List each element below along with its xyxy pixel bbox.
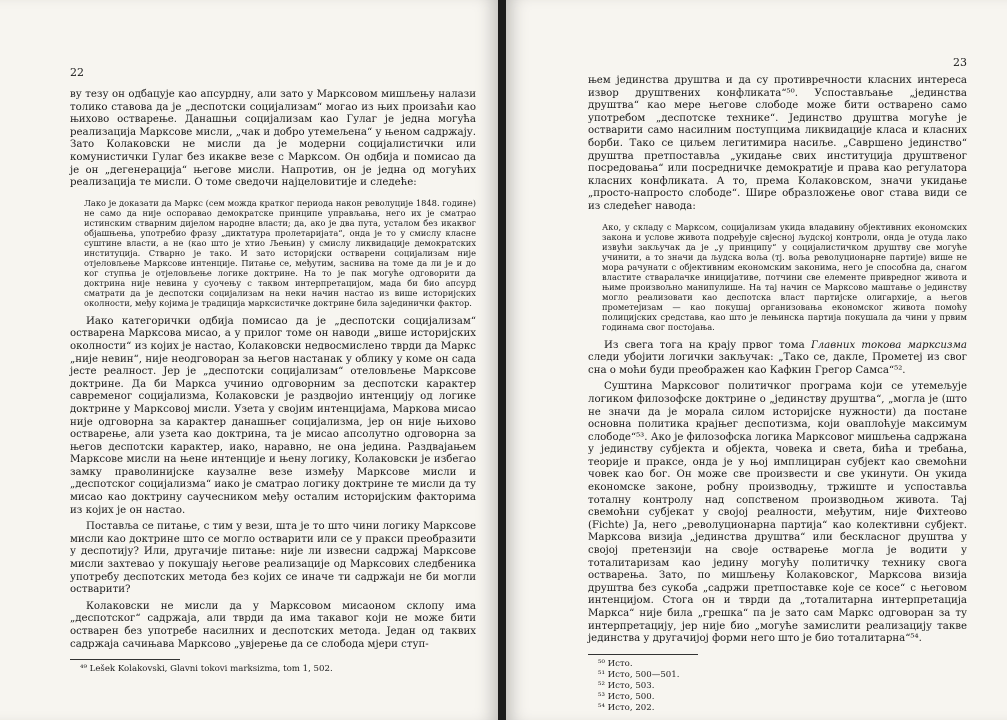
- paragraph: Иако категорички одбија помисао да је „деспотски социјализам“ остварена Марксова мисао, а у прилог томе он наводи „више историјских околности“ из којих је настао, Колаковски недвосмислено тврди да Маркс „није невин“, није неодговоран за његов настанак у облику у коме он сада јесте реалност. Јер је „деспотски социјализам“ отеловљење Марксове доктрине. Да би Маркса учинио одговорним за деспотски карактер савременог социјализма, Колаковски је раздвојио интенцију од логике доктрине у Марксовој мисли. Узета у својим интенцијама, Маркова мисао није одговорна за карактер данашњег социјализма, јер он није њихово остварење, али узета као доктрина, та је мисао апсолутно одговорна за његов деспотски карактер, иако, наравно, не она једина. Раздвајањем Марксове мисли на њене интенције и њену логику, Колаковски је избегао замку праволинијске каузалне везе између Марксове мисли и „деспотског социјализма“ иако је сматрао логику доктрине те мисли да ту мисао као доктрину саучесником међу осталим историјским факторима из којих је он настао.: [70, 315, 476, 516]
- footnote: ⁵⁴ Исто, 202.: [598, 702, 655, 713]
- right-page: [506, 0, 1007, 720]
- footnote: ⁵³ Исто, 500.: [598, 691, 655, 702]
- block-quote: [602, 222, 967, 332]
- footnote: ⁴⁹ Lešek Kolakovski, Glavni tokovi marksizma, tom 1, 502.: [80, 664, 333, 675]
- text-run: Из свега тога на крају првог тома: [604, 339, 811, 351]
- page-number: 22: [70, 66, 84, 79]
- footnote: ⁵² Исто, 503.: [598, 680, 655, 691]
- footnote-rule: [588, 654, 698, 655]
- text-run: следи убојити логички закључак: „Тако се, дакле, Прометеј из свог сна о моћи буди преображен као Кафкин Грегор Самса“⁵².: [588, 352, 967, 376]
- paragraph: Поставља се питање, с тим у вези, шта је то што чини логику Марксове мисли као доктрине што се могло остварити или се у пракси преобразити у деспотију? Или, другачије питање: није ли извесни садржај Марксове мисли захтевао у покушају његове реализације од Марксових следбеника употребу деспотских метода без којих се иначе ти садржаји не би могли остварити?: [70, 521, 476, 596]
- block-quote: [84, 198, 476, 308]
- book-title: Главних токова марксизма: [810, 339, 968, 351]
- book-gutter: [498, 0, 506, 720]
- quote-text: Ако, у складу с Марксом, социјализам укида владавину објективних економских закона и услове живота подређује свјесној људској контроли, онда је отуда лако извући закључак да је „у принципу“ у социјалистичком друштву све могуће учинити, а то значи да људска воља (тј. воља револуционарне партије) више не мора рачунати с објективним економским законима, него је способна да, снагом властите стваралачке иницијативе, потчини све елементе привредног живота и њиме произвољно манипулише. На тај начин се Марксово маштање о јединству могло реализовати као деспотска власт партијске олигархије, а његов прометејизам — као покушај организовања економског живота помоћу полицијских средстава, као што је лењинска партија покушала да чини у првим годинама свог постојања.: [602, 221, 967, 332]
- paragraph: Суштина Марксовог политичког програма који се утемељује логиком филозофске доктрине о „јединству друштва“, „могла је (што не значи да је морала силом историјске нужности) да постане основна политика крајњег деспотизма, који оваплоћује максимум слободе“⁵³. Ако је филозофска логика Марксовог мишљења садржана у јединству субјекта и објекта, човека и света, бића и требања, теорије и праксе, онда је у њој имплициран субјект као свемоћни човек као бог. Он може све произвести и све укинути. Он укида економске законе, робну производњу, тржиште и успоставља тоталну контролу над сопственом производњом живота. Тај свемоћни субјекат у својој реалности, међутим, није Фихтеово (Fichte) Ја, него „револуционарна партија“ као колективни субјект. Марксова визија „јединства друштва“ или бескласног друштва у својој претензији на своје остварење могла је водити у тоталитаризам као једину могућу политичку технику свога остварења. Зато, по мишљењу Колаковског, Марксова визија друштва без сукоба „садржи претпоставке које се косе“ с његовом интенцијом. Стога он и тврди да „тоталитарна интерпретација Маркса“ није била „грешка“ па је зато сам Маркс одговоран за ту интерпретацију, јер није био „могуће замислити реализацију такве јединства у другачијој форми него што је био тоталитарна“⁵⁴.: [588, 381, 967, 645]
- quote-text: Лако је доказати да Маркс (сем можда кратког периода након револуције 1848. године) не само да није оспоравао демократске принципе управљања, него их је сматрао истинским стварним дијелом народне власти; да, ако је два пута, усталом без икаквог објашњења, употребио фразу „диктатура пролетаријата“, онда је то у смислу класне суштине власти, а не (као што је хтио Љењин) у смислу ликвидације демократских институција. Стварно је тако. И зато историјски остварени социјализам није отјеловљење Марксове интенције. Питање се, међутим, заснива на томе да ли је и до ког ступња је отјеловљење логике доктрине. На то је пак могуће одговорити да доктрина није невина у суочењу с таквом интерпретацијом, мада би био апсурд сматрати да је деспотски социјализам на неки начин настао из више историјских околности, међу којима је традиција марксистичке доктрине била зајединички фактор.: [84, 197, 476, 308]
- footnote: ⁵⁰ Исто.: [598, 658, 633, 669]
- left-page: [0, 0, 498, 720]
- paragraph: [588, 340, 967, 378]
- page-number: 23: [953, 56, 967, 69]
- footnote: ⁵¹ Исто, 500—501.: [598, 669, 680, 680]
- footnote-rule: [70, 659, 180, 660]
- paragraph: њем јединства друштва и да су противречности класних интереса извор друштвених конфликата“⁵⁰. Успостављање „јединства друштва“ као мере његове слободе може бити остварено само употребом „деспотске технике“. Јединство друштва могуће је остварити само насилним поступцима ликвидације класа и класних борби. Тако се циљем легитимира насиље. „Савршено јединство“ друштва претпоставља „укидање свих институција друштвеног посредовања“ или посредничке демократије и права као регулатора класних конфликата. А то, према Колаковском, значи укидање „просто-напросто слободе“. Шире образложење овог става види се из следећег навода:: [588, 75, 967, 212]
- paragraph: Колаковски не мисли да у Марксовом мисаоном склопу има „деспотског“ садржаја, али тврди да има такавог који не може бити остварен без употребе насилних и деспотских метода. Један од таквих садржаја сачињава Марксово „увјерење да се слобода мјери ступ-: [70, 600, 476, 650]
- footnote-list: [598, 659, 967, 714]
- paragraph: ву тезу он одбацује као апсурдну, али зато у Марксовом мишљењу налази толико ставова да је „деспотски социјализам“ могао из њих произаћи као њихово остварење. Данашњи социјализам као Гулаг је једна могућа реализација Марксове мисли, „чак и добро утемељена“ у њеном садржају. Зато Колаковски не мисли да је модерни социјалистички или комунистички Гулаг без икакве везе с Марксом. Он одбија и помисао да је он „дегенерација“ његове мисли. Напротив, он је једна од могућих реализација те мисли. О томе сведочи најцеловитије и следеће:: [70, 89, 476, 189]
